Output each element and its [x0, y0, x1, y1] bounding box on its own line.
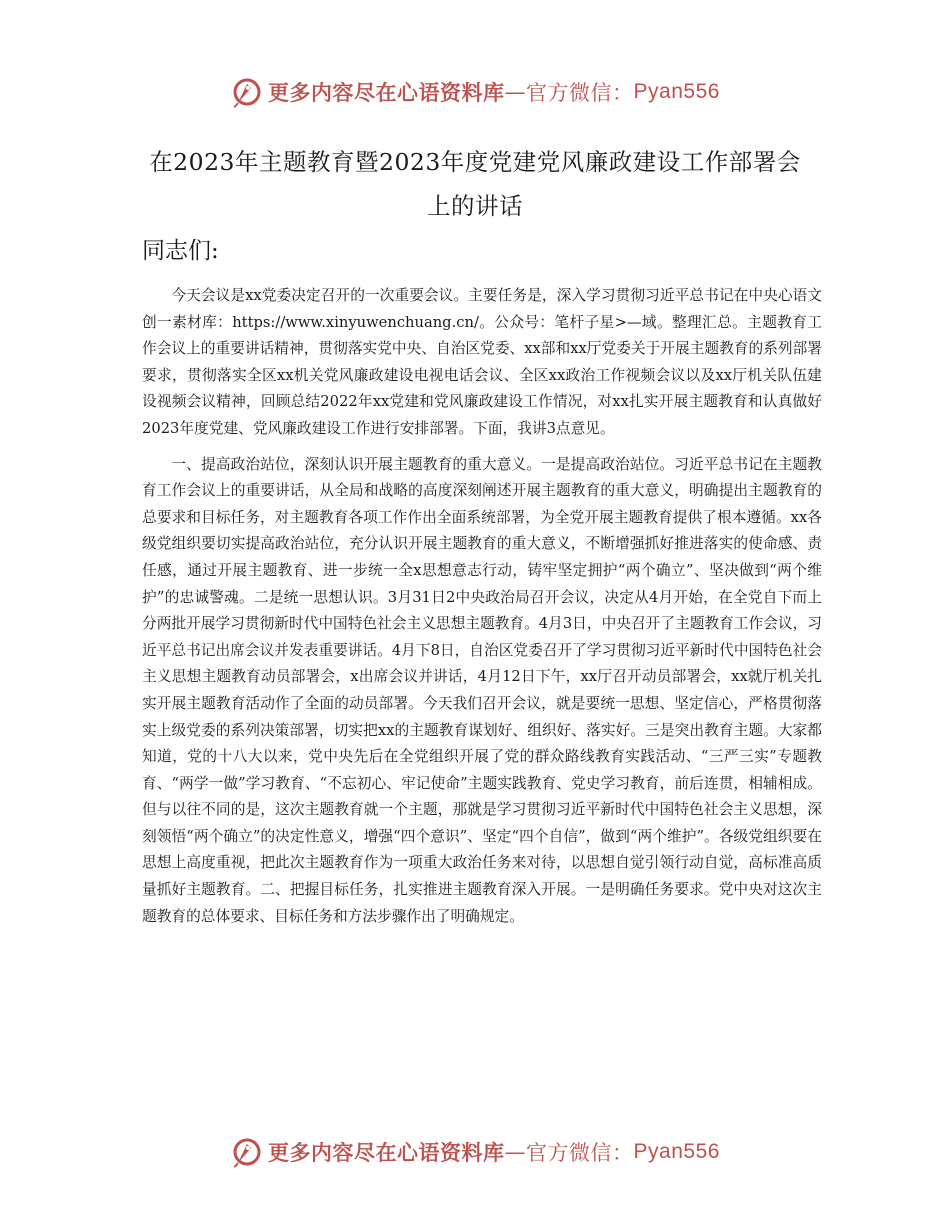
banner-wechat-handle: Pyan556	[633, 1140, 720, 1163]
pen-nib-icon	[230, 75, 264, 109]
footer-watermark-banner	[0, 1132, 950, 1172]
banner-wechat-handle: Pyan556	[633, 80, 720, 103]
banner-separator: —	[504, 80, 527, 104]
banner-official-label: 官方微信：	[526, 1141, 634, 1165]
banner-brand-text: 更多内容尽在心语资料库	[268, 81, 505, 105]
salutation: 同志们:	[142, 238, 219, 264]
document-title-line-2: 上的讲话	[427, 192, 523, 220]
banner-brand-text: 更多内容尽在心语资料库	[268, 1141, 505, 1165]
header-watermark-banner	[0, 72, 950, 112]
pen-nib-icon	[230, 1135, 264, 1169]
banner-separator: —	[504, 1140, 527, 1164]
document-title	[130, 140, 820, 228]
document-title-line-1: 在2023年主题教育暨2023年度党建党风廉政建设工作部署会	[149, 148, 801, 176]
body-paragraph-1: 今天会议是xx党委决定召开的一次重要会议。主要任务是，深入学习贯彻习近平总书记在中央心语文创一素材库：https://www.xinyuwenchuang.cn/。公众号：笔杆子星>—域。整理汇总。主题教育工作会议上的重要讲话精神，贯彻落实党中央、自治区党委、xx部和xx厅党委关于开展主题教育的系列部署要求，贯彻落实全区xx机关党风廉政建设电视电话会议、全区xx政治工作视频会议以及xx厅机关队伍建设视频会议精神，回顾总结2022年xx党建和党风廉政建设工作情况，对xx扎实开展主题教育和认真做好2023年度党建、党风廉政建设工作进行安排部署。下面，我讲3点意见。	[142, 287, 822, 437]
body-paragraph-2: 一、提高政治站位，深刻认识开展主题教育的重大意义。一是提高政治站位。习近平总书记在主题教育工作会议上的重要讲话，从全局和战略的高度深刻阐述开展主题教育的重大意义，明确提出主题教育的总要求和目标任务，对主题教育各项工作作出全面系统部署，为全党开展主题教育提供了根本遵循。xx各级党组织要切实提高政治站位，充分认识开展主题教育的重大意义，不断增强抓好推进落实的使命感、责任感，通过开展主题教育、进一步统一全x思想意志行动，铸牢坚定拥护“两个确立”、坚决做到“两个维护”的忠诚警魂。二是统一思想认识。3月31日2中央政治局召开会议，决定从4月开始，在全党自下而上分两批开展学习贯彻新时代中国特色社会主义思想主题教育。4月3日，中央召开了主题教育工作会议，习近平总书记出席会议并发表重要讲话。4月下8日，自治区党委召开了学习贯彻习近平新时代中国特色社会主义思想主题教育动员部署会，x出席会议并讲话，4月12日下午，xx厅召开动员部署会，xx就厅机关扎实开展主题教育活动作了全面的动员部署。今天我们召开会议，就是要统一思想、坚定信心，严格贯彻落实上级党委的系列决策部署，切实把xx的主题教育谋划好、组织好、落实好。三是突出教育主题。大家都知道，党的十八大以来，党中央先后在全党组织开展了党的群众路线教育实践活动、“三严三实”专题教育、“两学一做”学习教育、“不忘初心、牢记使命”主题实践教育、党史学习教育，前后连贯，相辅相成。但与以往不同的是，这次主题教育就一个主题，那就是学习贯彻习近平新时代中国特色社会主义思想，深刻领悟“两个确立”的决定性意义，增强“四个意识”、坚定“四个自信”，做到“两个维护”。各级党组织要在思想上高度重视，把此次主题教育作为一项重大政治任务来对待，以思想自觉引领行动自觉，高标准高质量抓好主题教育。二、把握目标任务，扎实推进主题教育深入开展。一是明确任务要求。党中央对这次主题教育的总体要求、目标任务和方法步骤作出了明确规定。	[142, 455, 822, 925]
document-body	[142, 283, 822, 939]
banner-official-label: 官方微信：	[526, 81, 634, 105]
